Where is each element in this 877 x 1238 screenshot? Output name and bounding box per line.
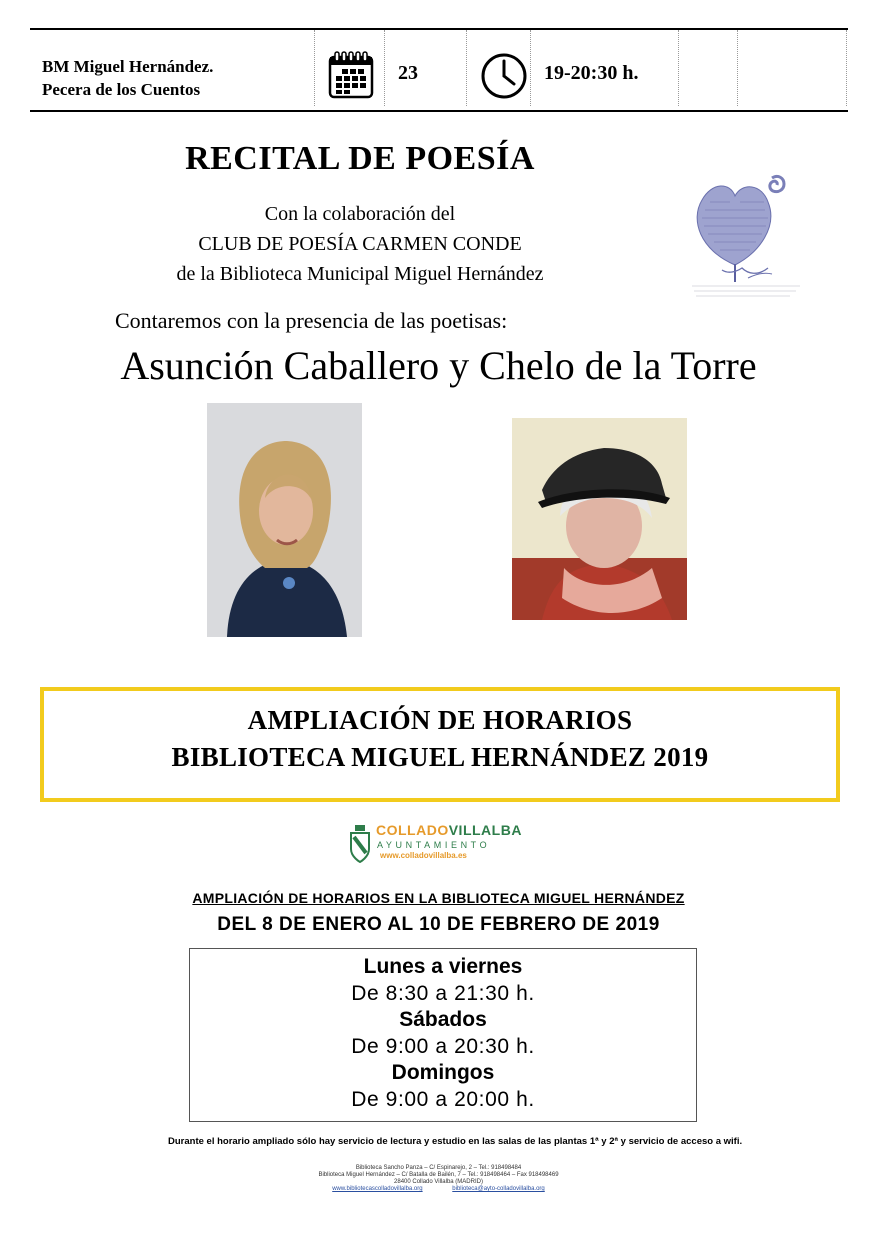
footer-email-link[interactable]: biblioteca@ayto-colladovillalba.org (452, 1186, 545, 1192)
divider (466, 30, 467, 106)
clock-icon (480, 52, 528, 100)
calendar-icon (328, 51, 374, 99)
brand-url: www.colladovillalba.es (380, 851, 467, 860)
collado-villalba-logo (350, 822, 530, 866)
event-time: 19-20:30 h. (544, 62, 639, 84)
schedule-announcement (40, 687, 840, 802)
divider (846, 30, 847, 106)
brand-name-part-1: COLLADO (376, 822, 449, 838)
divider (737, 30, 738, 106)
poet-photo-asuncion (207, 403, 362, 637)
footer-line-2: Biblioteca Miguel Hernández – C/ Batalla de Bailén, 7 – Tel.: 918498464 – Fax 918498469 (318, 1172, 559, 1178)
divider (530, 30, 531, 106)
schedule-day-weekdays: Lunes a viernes (363, 955, 523, 978)
event-day: 23 (398, 62, 418, 84)
brand-subtitle: AYUNTAMIENTO (377, 840, 491, 850)
date-range: DEL 8 DE ENERO AL 10 DE FEBRERO DE 2019 (217, 914, 660, 935)
venue (42, 55, 213, 101)
schedule-hours-saturday: De 9:00 a 20:30 h. (351, 1035, 535, 1058)
announcement-line-2: BIBLIOTECA MIGUEL HERNÁNDEZ 2019 (171, 742, 709, 772)
poet-photo-chelo (512, 418, 687, 620)
flyer-title: AMPLIACIÓN DE HORARIOS EN LA BIBLIOTECA MIGUEL HERNÁNDEZ (192, 890, 685, 906)
presence-text: Contaremos con la presencia de las poetisas: (115, 308, 508, 333)
schedule-day-sunday: Domingos (391, 1061, 495, 1084)
collab-line-1: Con la colaboración del (264, 203, 456, 225)
service-note: Durante el horario ampliado sólo hay servicio de lectura y estudio en las salas de las plantas 1ª y 2ª y servicio de acceso a wifi. (168, 1136, 743, 1147)
schedule-day-saturday: Sábados (399, 1008, 487, 1031)
venue-line-1: BM Miguel Hernández. (42, 57, 214, 76)
coat-of-arms-icon (350, 825, 370, 863)
poets-names: Asunción Caballero y Chelo de la Torre (120, 343, 757, 388)
collab-line-2: CLUB DE POESÍA CARMEN CONDE (198, 233, 522, 255)
flyer-footer (0, 1165, 877, 1193)
announcement-line-1: AMPLIACIÓN DE HORARIOS (247, 705, 633, 735)
collab-line-3: de la Biblioteca Municipal Miguel Hernández (176, 263, 544, 285)
poetry-club-logo (690, 160, 810, 300)
venue-line-2: Pecera de los Cuentos (42, 80, 201, 99)
footer-line-3: 28400 Collado Villalba (MADRID) (394, 1179, 483, 1185)
event-header (30, 28, 848, 112)
divider (678, 30, 679, 106)
schedule-box (189, 948, 697, 1122)
schedule-hours-weekdays: De 8:30 a 21:30 h. (351, 982, 535, 1005)
divider (314, 30, 315, 106)
footer-line-1: Biblioteca Sancho Panza – C/ Espinarejo, 2 – Tel.: 918498484 (355, 1165, 522, 1171)
footer-website-link[interactable]: www.bibliotecascolladovillalba.org (332, 1186, 423, 1192)
brand-name-part-2: VILLALBA (448, 822, 522, 838)
divider (384, 30, 385, 106)
schedule-hours-sunday: De 9:00 a 20:00 h. (351, 1088, 535, 1111)
event-title: RECITAL DE POESÍA (185, 140, 535, 177)
